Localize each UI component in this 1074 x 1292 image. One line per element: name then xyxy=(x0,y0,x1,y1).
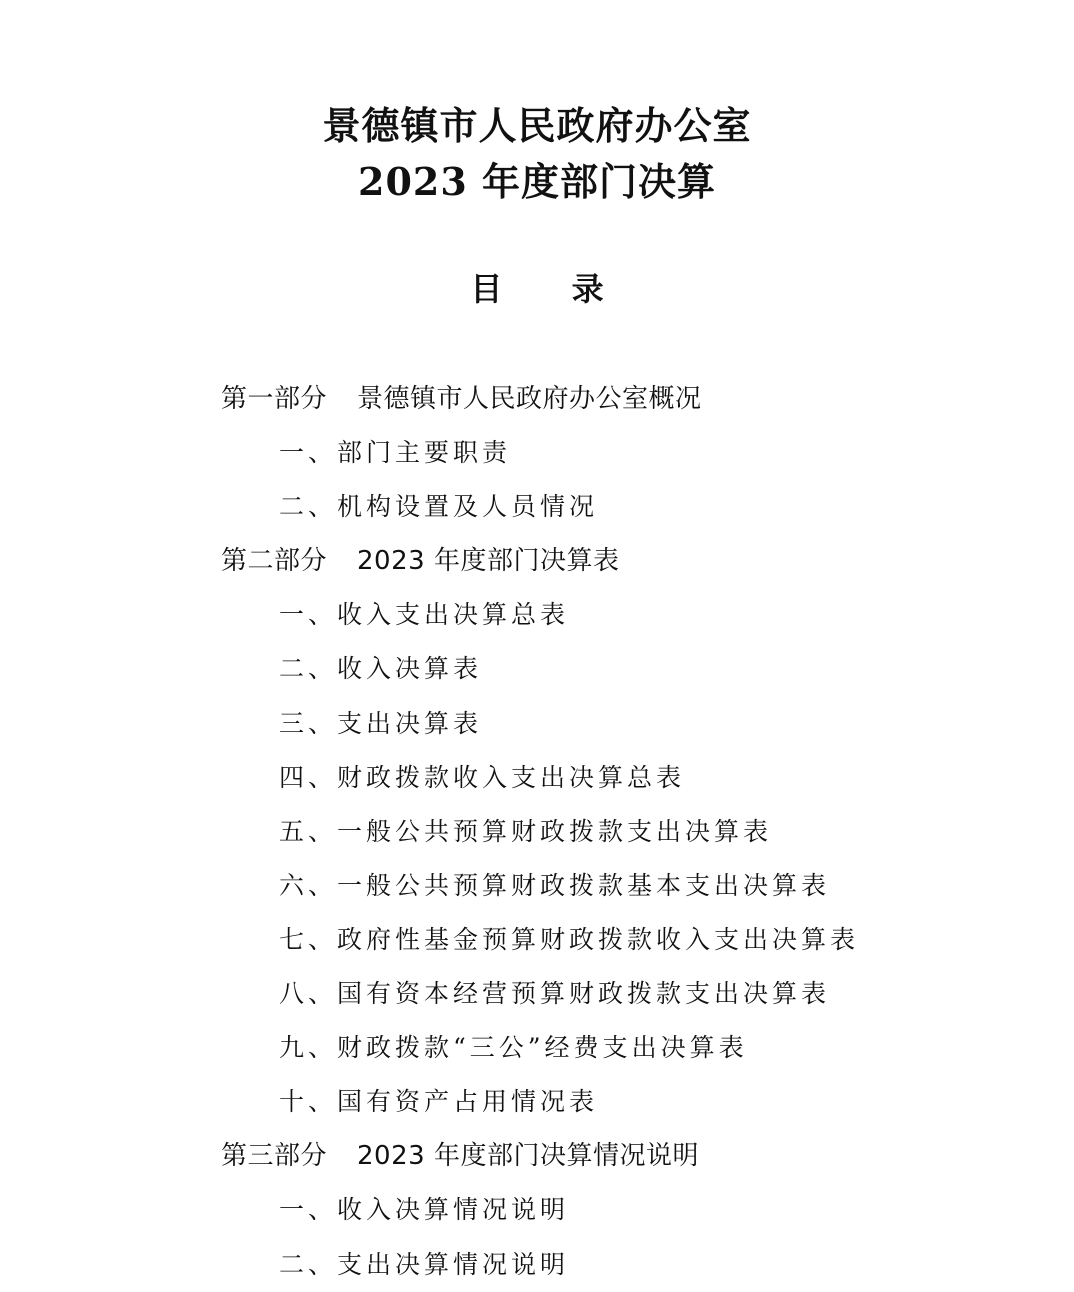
part-title: 2023 年度部门决算情况说明 xyxy=(357,1141,699,1172)
toc-item: 三、支出决算表 xyxy=(279,708,483,738)
toc-item: 二、机构设置及人员情况 xyxy=(279,492,599,522)
toc-item: 九、财政拨款“三公”经费支出决算表 xyxy=(279,1033,748,1063)
toc-item: 五、一般公共预算财政拨款支出决算表 xyxy=(279,816,773,846)
toc-item: 六、一般公共预算财政拨款基本支出决算表 xyxy=(279,870,831,900)
document-title xyxy=(0,98,1074,210)
part-label: 第二部分 xyxy=(221,546,328,577)
toc-item: 四、财政拨款收入支出决算总表 xyxy=(279,762,686,792)
toc-item: 一、部门主要职责 xyxy=(279,438,512,468)
toc-part-1 xyxy=(221,372,1041,426)
toc-item: 一、收入支出决算总表 xyxy=(279,600,570,630)
title-line-2: 2023 年度部门决算 xyxy=(358,159,716,204)
part-title: 2023 年度部门决算表 xyxy=(357,546,620,577)
toc-item: 二、支出决算情况说明 xyxy=(279,1249,570,1279)
toc-part-2 xyxy=(221,534,1041,588)
table-of-contents xyxy=(221,372,1041,1292)
part-label: 第一部分 xyxy=(221,384,328,414)
part-title: 景德镇市人民政府办公室概况 xyxy=(357,384,702,414)
toc-heading: 目 录 xyxy=(470,270,604,308)
toc-item: 八、国有资本经营预算财政拨款支出决算表 xyxy=(279,979,831,1009)
title-line-1: 景德镇市人民政府办公室 xyxy=(322,103,752,148)
part-label: 第三部分 xyxy=(221,1141,328,1172)
toc-item: 一、收入决算情况说明 xyxy=(279,1195,570,1225)
toc-part-3 xyxy=(221,1129,1041,1183)
toc-item: 二、收入决算表 xyxy=(279,654,483,684)
toc-item: 七、政府性基金预算财政拨款收入支出决算表 xyxy=(279,924,860,954)
toc-item: 十、国有资产占用情况表 xyxy=(279,1087,599,1117)
